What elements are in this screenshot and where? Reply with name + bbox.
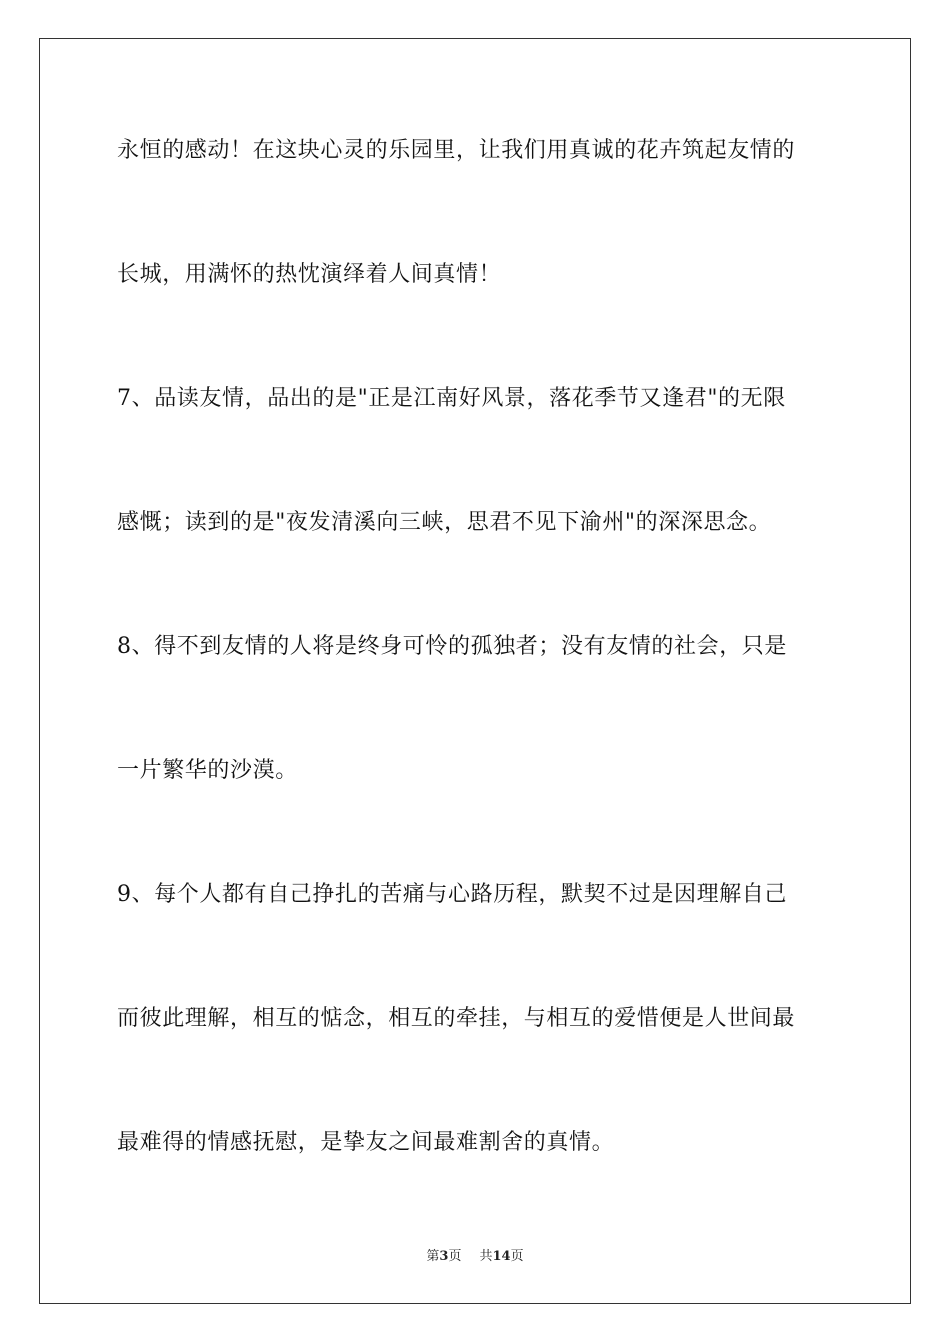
total-prefix: 共 [479, 1249, 493, 1264]
current-page-number: 3 [439, 1249, 449, 1264]
page-frame [39, 38, 911, 1304]
body-text-line: 8、得不到友情的人将是终身可怜的孤独者；没有友情的社会，只是 [117, 634, 787, 659]
page-suffix: 页 [448, 1249, 462, 1264]
body-text-line: 永恒的感动！在这块心灵的乐园里，让我们用真诚的花卉筑起友情的 [117, 138, 796, 163]
page-prefix: 第 [426, 1249, 440, 1264]
body-text-line: 感慨；读到的是"夜发清溪向三峡，思君不见下渝州"的深深思念。 [117, 510, 772, 535]
body-text-line: 7、品读友情，品出的是"正是江南好风景，落花季节又逢君"的无限 [117, 386, 786, 411]
total-suffix: 页 [510, 1249, 524, 1264]
body-text-line: 9、每个人都有自己挣扎的苦痛与心路历程，默契不过是因理解自己 [117, 882, 787, 907]
total-page-number: 14 [492, 1249, 511, 1264]
page-footer [0, 1248, 950, 1266]
body-text-line: 一片繁华的沙漠。 [117, 758, 298, 783]
body-text-line: 而彼此理解，相互的惦念，相互的牵挂，与相互的爱惜便是人世间最 [117, 1006, 796, 1031]
body-text-line: 最难得的情感抚慰，是挚友之间最难割舍的真情。 [117, 1130, 615, 1155]
body-text-line: 长城，用满怀的热忱演绎着人间真情！ [117, 262, 502, 287]
